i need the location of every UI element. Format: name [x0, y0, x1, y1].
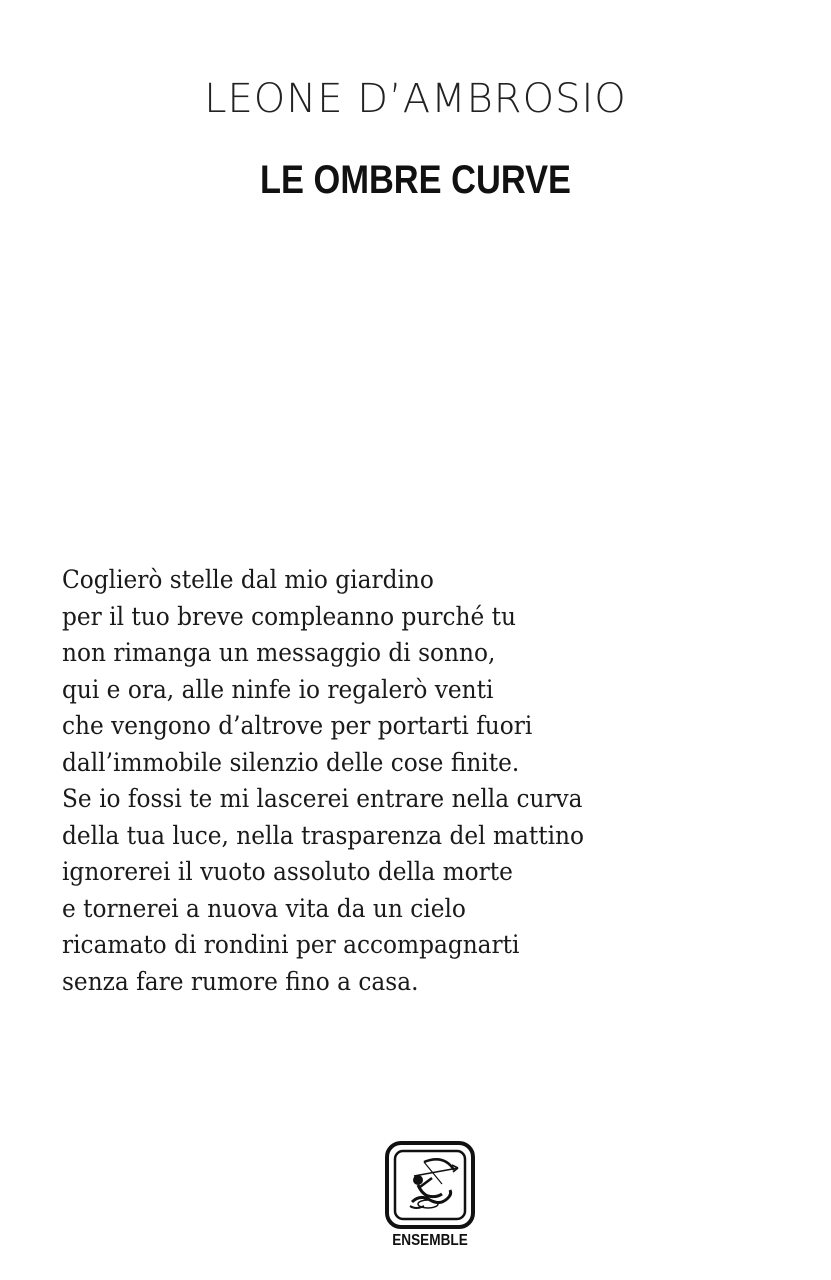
poem-line: Se io fossi te mi lascerei entrare nella curva	[62, 784, 583, 813]
poem-line: e tornerei a nuova vita da un cielo	[62, 893, 466, 923]
poem-line: dall’immobile silenzio delle cose finite.	[62, 747, 520, 777]
poem-line: Coglierò stelle dal mio giardino	[62, 565, 434, 594]
poem-line: non rimanga un messaggio di sonno,	[62, 638, 496, 667]
book-title: LE OMBRE CURVE	[260, 158, 571, 202]
poem-text	[62, 562, 782, 1000]
publisher-logo	[380, 1140, 480, 1260]
poem-line: senza fare rumore fino a casa.	[62, 966, 419, 996]
poem-line: della tua luce, nella trasparenza del mattino	[62, 820, 584, 850]
author-name: LEONE D’AMBROSIO	[204, 76, 627, 122]
archer-figure-icon	[384, 1140, 476, 1230]
poem-line: che vengono d’altrove per portarti fuori	[62, 711, 533, 740]
poem-line: ricamato di rondini per accompagnarti	[62, 930, 520, 959]
poem-line: ignorerei il vuoto assoluto della morte	[62, 857, 513, 886]
poem-line: per il tuo breve compleanno purché tu	[62, 601, 516, 631]
publisher-name: ENSEMBLE	[392, 1232, 468, 1249]
poem-line: qui e ora, alle ninfe io regalerò venti	[62, 674, 494, 704]
